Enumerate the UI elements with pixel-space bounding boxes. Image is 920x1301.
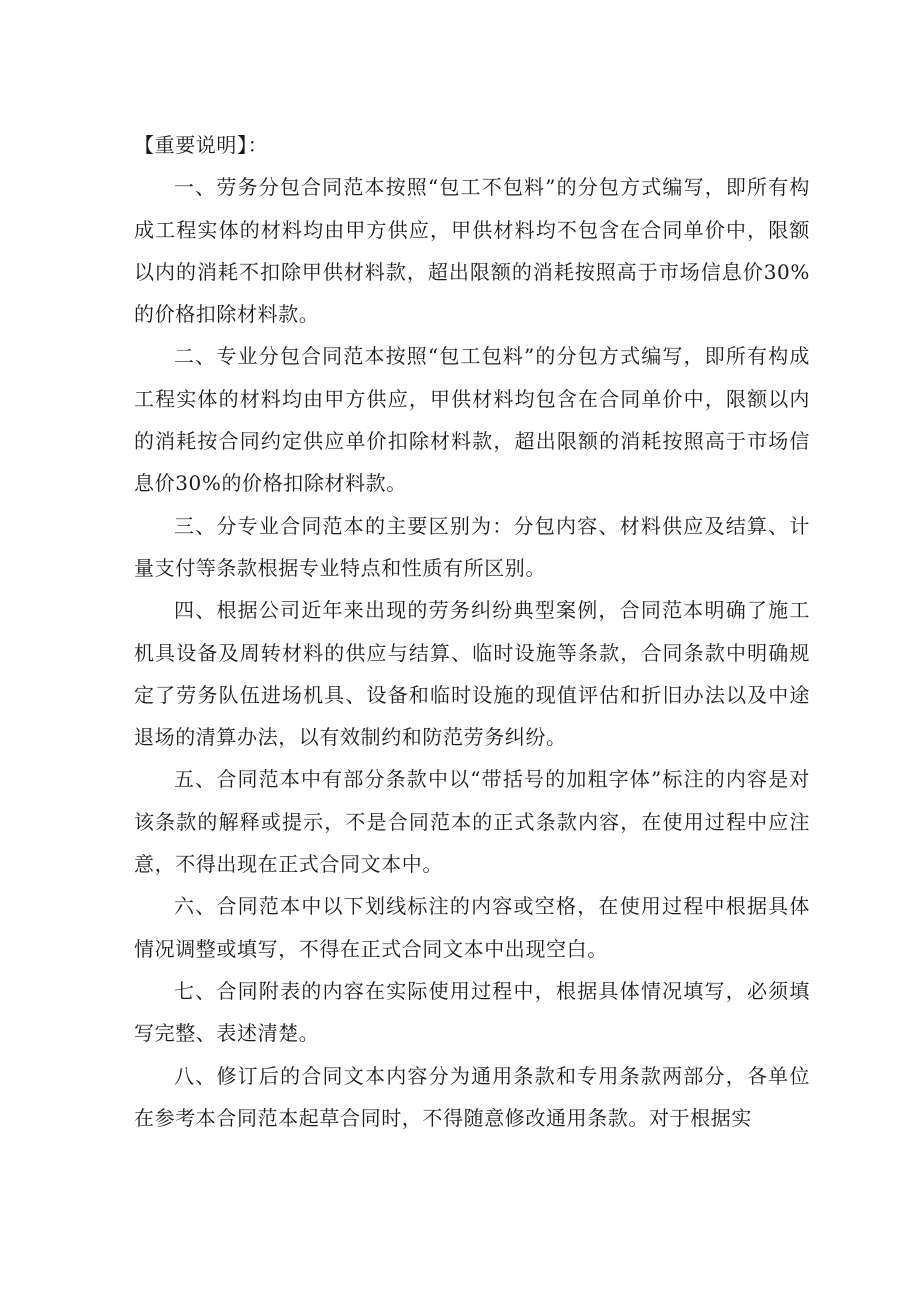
paragraph-7: 七、合同附表的内容在实际使用过程中，根据具体情况填写，必须填写完整、表述清楚。 bbox=[134, 978, 810, 1046]
paragraph-2: 二、专业分包合同范本按照“包工包料”的分包方式编写，即所有构成工程实体的材料均由甲方供应，甲供材料均包含在合同单价中，限额以内的消耗按合同约定供应单价扣除材料款，超出限额的消耗按照高于市场信息价30%的价格扣除材料款。 bbox=[134, 344, 810, 496]
document-heading: 【重要说明】： bbox=[134, 133, 269, 157]
paragraph-4: 四、根据公司近年来出现的劳务纠纷典型案例，合同范本明确了施工机具设备及周转材料的供应与结算、临时设施等条款，合同条款中明确规定了劳务队伍进场机具、设备和临时设施的现值评估和折旧办法以及中途退场的清算办法，以有效制约和防范劳务纠纷。 bbox=[134, 598, 810, 750]
paragraph-1: 一、劳务分包合同范本按照“包工不包料”的分包方式编写，即所有构成工程实体的材料均由甲方供应，甲供材料均不包含在合同单价中，限额以内的消耗不扣除甲供材料款，超出限额的消耗按照高于市场信息价30%的价格扣除材料款。 bbox=[134, 175, 810, 327]
paragraph-5: 五、合同范本中有部分条款中以“带括号的加粗字体”标注的内容是对该条款的解释或提示，不是合同范本的正式条款内容，在使用过程中应注意，不得出现在正式合同文本中。 bbox=[134, 767, 810, 877]
paragraph-6: 六、合同范本中以下划线标注的内容或空格，在使用过程中根据具体情况调整或填写，不得在正式合同文本中出现空白。 bbox=[134, 894, 810, 961]
paragraph-3: 三、分专业合同范本的主要区别为：分包内容、材料供应及结算、计量支付等条款根据专业特点和性质有所区别。 bbox=[134, 513, 810, 580]
paragraph-8: 八、修订后的合同文本内容分为通用条款和专用条款两部分，各单位在参考本合同范本起草合同时，不得随意修改通用条款。对于根据实 bbox=[134, 1063, 810, 1130]
document-body bbox=[134, 124, 810, 1139]
